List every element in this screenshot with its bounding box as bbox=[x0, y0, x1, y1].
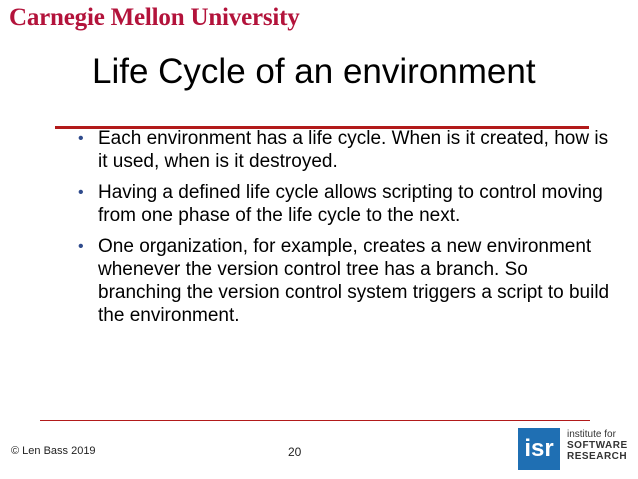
bullet-marker: • bbox=[78, 238, 84, 255]
isr-line-2: SOFTWARE bbox=[567, 440, 628, 451]
bullet-list bbox=[70, 127, 610, 335]
footer-divider bbox=[40, 420, 590, 421]
isr-line-1: institute for bbox=[567, 429, 616, 440]
bullet-marker: • bbox=[78, 130, 84, 147]
bullet-text: Each environment has a life cycle. When is it created, how is it used, when is it destroyed. bbox=[98, 128, 609, 172]
bullet-marker: • bbox=[78, 184, 84, 201]
bullet-item bbox=[70, 127, 610, 173]
copyright-notice: © Len Bass 2019 bbox=[11, 445, 96, 457]
bullet-item bbox=[70, 181, 610, 227]
bullet-item bbox=[70, 235, 610, 327]
isr-logo bbox=[518, 428, 628, 470]
bullet-text: One organization, for example, creates a new environment whenever the version control tree has a branch. So branching the version control system triggers a script to build the environment. bbox=[98, 236, 610, 326]
isr-logo-text bbox=[567, 429, 628, 462]
bullet-text: Having a defined life cycle allows scripting to control moving from one phase of the life cycle to the next. bbox=[98, 182, 603, 226]
cmu-logo: Carnegie Mellon University bbox=[9, 4, 300, 31]
page-number: 20 bbox=[288, 445, 302, 459]
isr-logo-mark: isr bbox=[518, 428, 560, 470]
slide-title: Life Cycle of an environment bbox=[92, 52, 536, 91]
isr-line-3: RESEARCH bbox=[567, 451, 628, 462]
